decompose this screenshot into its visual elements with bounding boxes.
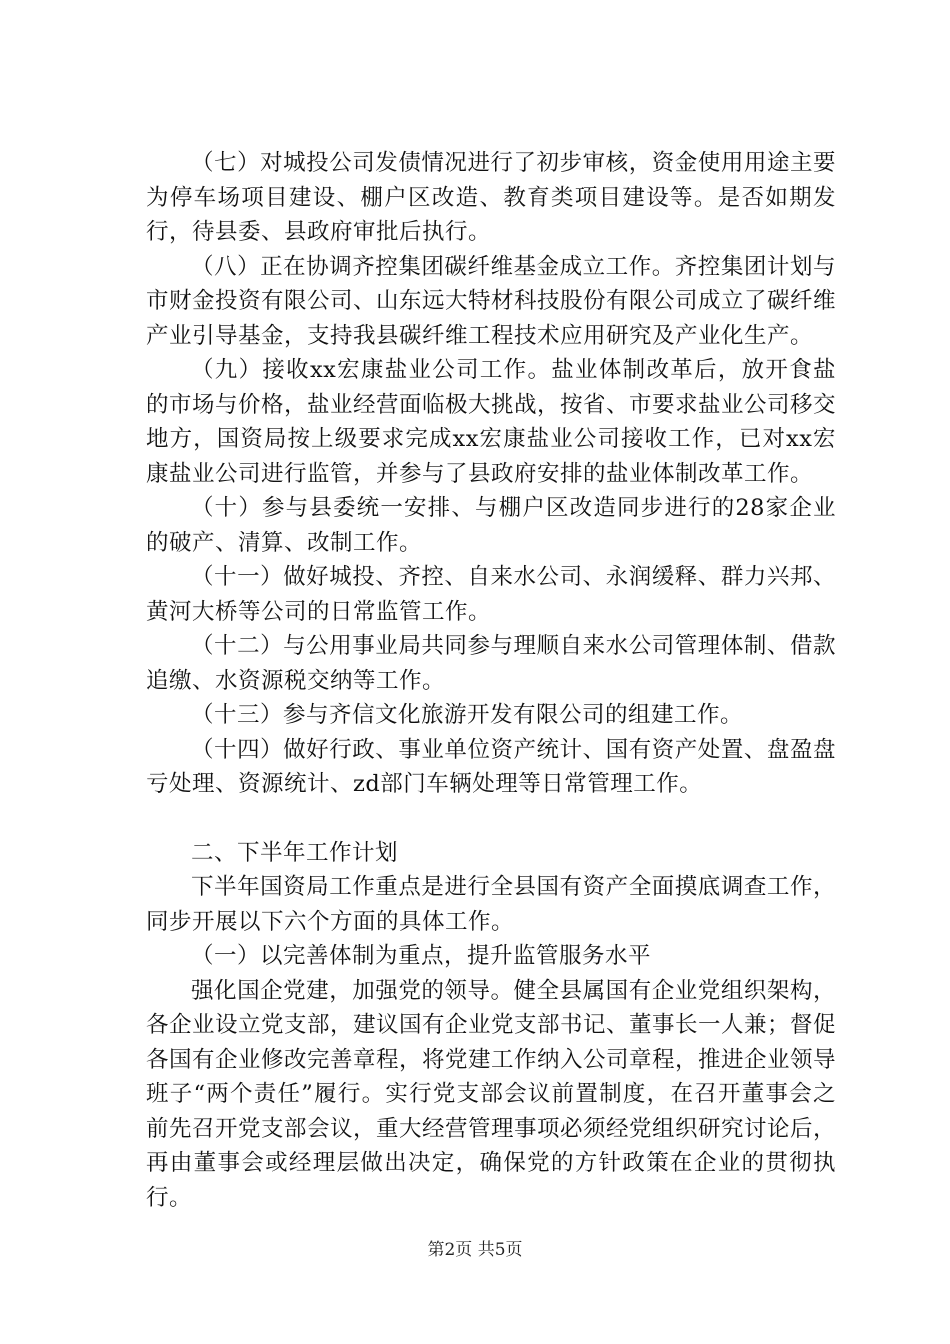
paragraph-13: （十三）参与齐信文化旅游开发有限公司的组建工作。 <box>191 702 744 728</box>
section-heading: 二、下半年工作计划 <box>191 839 399 866</box>
paragraph-12: （十二）与公用事业局共同参与理顺自来水公司管理体制、借款追缴、水资源税交纳等工作。 <box>146 633 836 694</box>
paragraph-7: （七）对城投公司发债情况进行了初步审核，资金使用用途主要为停车场项目建设、棚户区改造、教育类项目建设等。是否如期发行，待县委、县政府审批后执行。 <box>146 150 836 245</box>
paragraph-14: （十四）做好行政、事业单位资产统计、国有资产处置、盘盈盘亏处理、资源统计、zd部门车辆处理等日常管理工作。 <box>146 736 836 797</box>
plan-paragraph-party-building: 强化国企党建，加强党的领导。健全县属国有企业党组织架构，各企业设立党支部，建议国有企业党支部书记、董事长一人兼；督促各国有企业修改完善章程，将党建工作纳入公司章程，推进企业领导班子“两个责任”履行。实行党支部会议前置制度，在召开董事会之前先召开党支部会议，重大经营管理事项必须经党组织研究讨论后，再由董事会或经理层做出决定，确保党的方针政策在企业的贯彻执行。 <box>146 977 837 1211</box>
document-body <box>146 146 836 1215</box>
paragraph-9: （九）接收xx宏康盐业公司工作。盐业体制改革后，放开食盐的市场与价格，盐业经营面临极大挑战，按省、市要求盐业公司移交地方，国资局按上级要求完成xx宏康盐业公司接收工作，已对xx宏康盐业公司进行监管，并参与了县政府安排的盐业体制改革工作。 <box>146 357 837 487</box>
paragraph-8: （八）正在协调齐控集团碳纤维基金成立工作。齐控集团计划与市财金投资有限公司、山东远大特材科技股份有限公司成立了碳纤维产业引导基金，支持我县碳纤维工程技术应用研究及产业化生产。 <box>146 253 837 349</box>
page-footer: 第2页 共5页 <box>427 1240 523 1260</box>
plan-intro-paragraph: 下半年国资局工作重点是进行全县国有资产全面摸底调查工作，同步开展以下六个方面的具体工作。 <box>146 874 836 935</box>
paragraph-10: （十）参与县委统一安排、与棚户区改造同步进行的28家企业的破产、清算、改制工作。 <box>146 495 836 556</box>
plan-subheading-1: （一）以完善体制为重点，提升监管服务水平 <box>191 943 652 969</box>
paragraph-11: （十一）做好城投、齐控、自来水公司、永润缓释、群力兴邦、黄河大桥等公司的日常监管工作。 <box>146 564 836 625</box>
